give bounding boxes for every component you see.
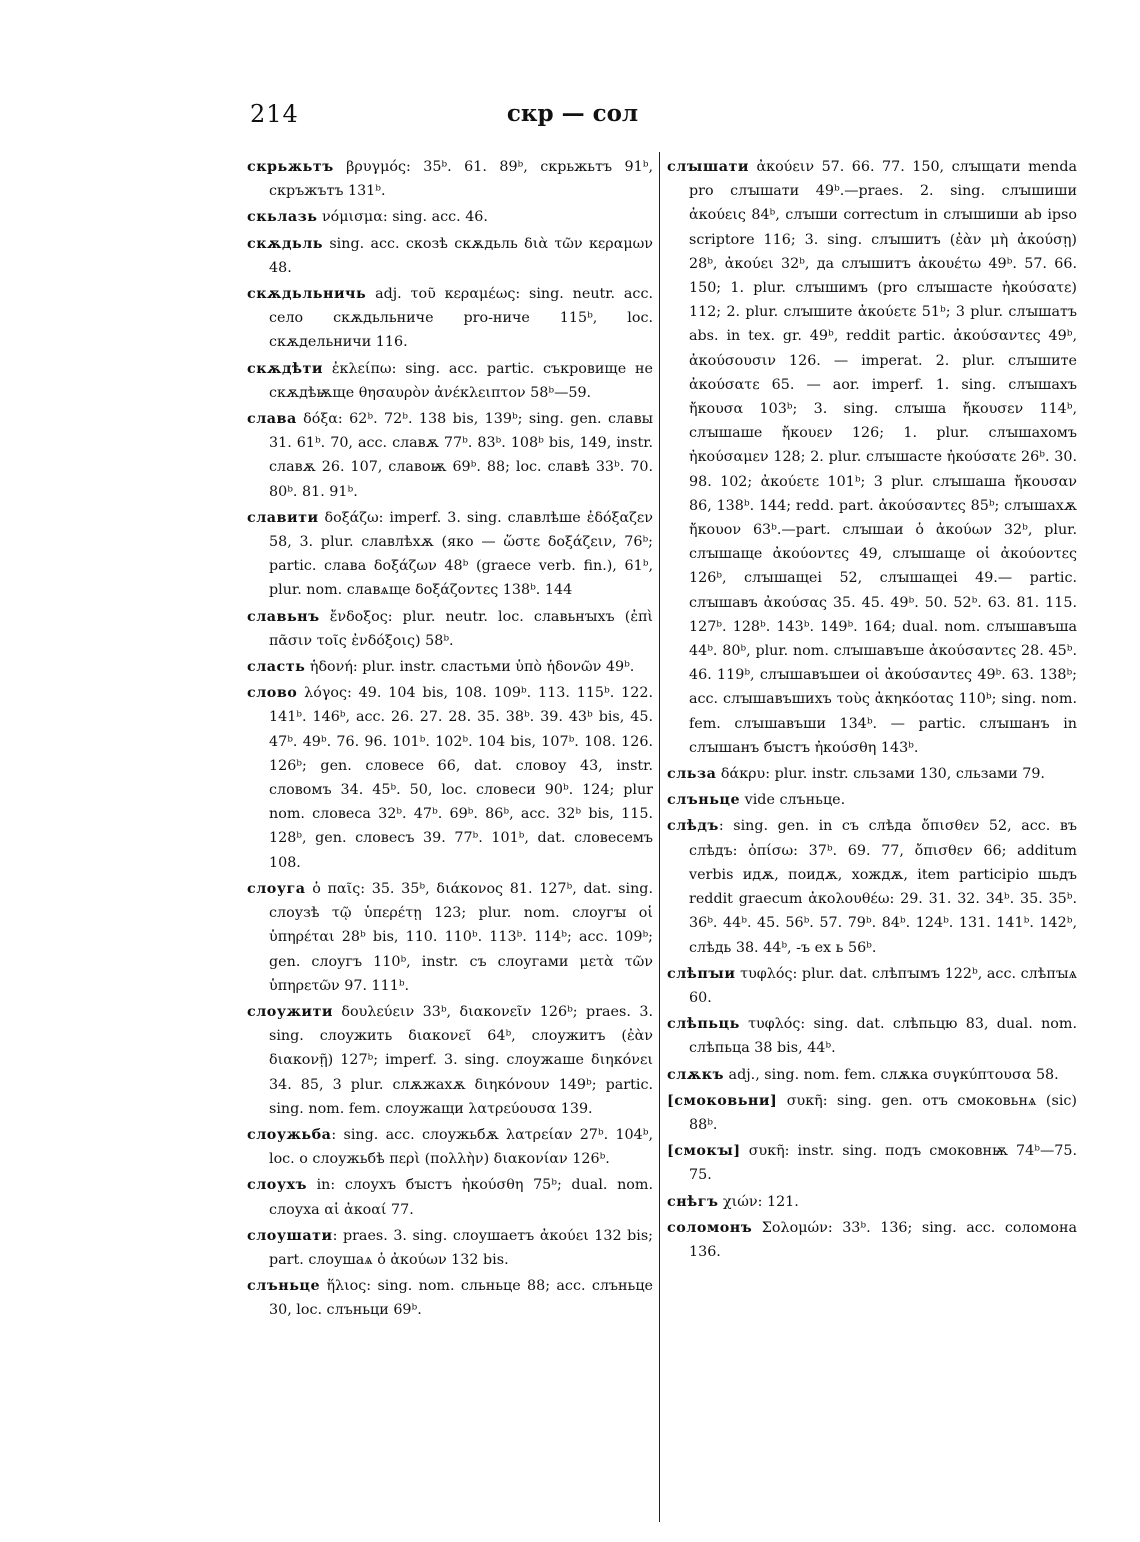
entry-headword: слъньце bbox=[247, 1278, 321, 1295]
dictionary-entry bbox=[667, 1089, 1077, 1137]
dictionary-entry bbox=[247, 877, 653, 998]
entry-body: δουλεύειν 33ᵇ, διακονεῖν 126ᵇ; praes. 3. sing. слоужить διακονεῖ 64ᵇ, слоужитъ (ἐὰν διακονῇ) 127ᵇ; imperf. 3. sing. слоужаше διηκόνει 34. 85, 3 plur. слѫжахѫ διηκόνουν 149ᵇ; partic. sing. nom. fem. слоужащи λατρεύουσα 139. bbox=[269, 1003, 653, 1117]
entry-body: συκῆ: instr. sing. подъ смоковнѭ 74ᵇ—75. 75. bbox=[689, 1143, 1077, 1184]
dictionary-entry bbox=[667, 1012, 1077, 1060]
dictionary-entry bbox=[247, 1224, 653, 1272]
entry-headword: слоужити bbox=[247, 1003, 333, 1020]
running-head: скр — сол bbox=[506, 100, 639, 127]
dictionary-entry bbox=[247, 1123, 653, 1171]
entry-headword: скѫдѣти bbox=[247, 360, 324, 377]
entry-body: sing. acc. скозѣ скѫдьль διὰ τῶν κεραμων 48. bbox=[269, 235, 653, 276]
entry-headword: скрьжьтъ bbox=[247, 159, 334, 175]
dictionary-entry bbox=[247, 655, 653, 679]
entry-headword: слоуга bbox=[247, 880, 306, 897]
dictionary-entry bbox=[667, 962, 1077, 1010]
dictionary-entry bbox=[247, 1173, 653, 1221]
dictionary-entry bbox=[667, 1063, 1077, 1087]
entry-body: : sing. gen. in съ слѣда ὄπισθεν 52, acc. въ слѣдъ: ὀπίσω: 37ᵇ. 69. 77, ὄπισθεν 66; additum verbis идѫ, поидѫ, хождѫ, item participio шьдъ reddit graecum ἀκολουθέω: 29. 31. 32. 34ᵇ. 35. 35ᵇ. 36ᵇ. 44ᵇ. 45. 56ᵇ. 57. 79ᵇ. 84ᵇ. 124ᵇ. 131. 141ᵇ. 142ᵇ, слѣдь 38. 44ᵇ, -ъ ex ь 56ᵇ. bbox=[689, 818, 1077, 956]
entry-body: ἥλιος: sing. nom. сльньце 88; acc. слъньце 30, loc. слъньци 69ᵇ. bbox=[269, 1278, 653, 1319]
entry-headword: слѫкъ bbox=[667, 1066, 725, 1083]
entry-headword: скѫдьльничь bbox=[247, 286, 367, 303]
entry-body: adj. τοῦ κεραμέως: sing. neutr. acc. село скѫдьльниче pro-ниче 115ᵇ, loc. скѫдельничи 116. bbox=[269, 286, 653, 351]
entry-body: vide слъньце. bbox=[740, 792, 846, 809]
entry-body: Σολομών: 33ᵇ. 136; sing. acc. соломона 136. bbox=[689, 1219, 1077, 1260]
entry-body: βρυγμός: 35ᵇ. 61. 89ᵇ, скрьжьтъ 91ᵇ, скръжътъ 131ᵇ. bbox=[269, 159, 653, 200]
right-column bbox=[667, 155, 1077, 1266]
entry-body: νόμισμα: sing. acc. 46. bbox=[317, 209, 488, 226]
entry-headword: слоушати bbox=[247, 1227, 333, 1244]
dictionary-entry bbox=[247, 407, 653, 504]
dictionary-entry bbox=[667, 762, 1077, 786]
entry-headword: слѣдъ bbox=[667, 818, 719, 835]
entry-headword: слѣпꙑи bbox=[667, 965, 736, 982]
dictionary-entry bbox=[247, 205, 653, 229]
entry-headword: славити bbox=[247, 509, 319, 526]
entry-body: τυφλός: sing. dat. слѣпьцю 83, dual. nom. слѣпьца 38 bis, 44ᵇ. bbox=[689, 1016, 1077, 1057]
dictionary-entry bbox=[247, 232, 653, 280]
dictionary-entry bbox=[667, 1216, 1077, 1264]
entry-headword: слоужьба bbox=[247, 1126, 332, 1143]
entry-headword: славьнъ bbox=[247, 608, 320, 625]
dictionary-entry bbox=[247, 1274, 653, 1322]
dictionary-entry bbox=[667, 788, 1077, 812]
page-header bbox=[250, 100, 895, 140]
entry-headword: [смокꙑ] bbox=[667, 1143, 741, 1160]
entry-headword: скьлазь bbox=[247, 209, 318, 226]
dictionary-entry bbox=[247, 155, 653, 203]
dictionary-entry bbox=[247, 681, 653, 875]
entry-body: λόγος: 49. 104 bis, 108. 109ᵇ. 113. 115ᵇ. 122. 141ᵇ. 146ᵇ, acc. 26. 27. 28. 35. 38ᵇ. 39. 43ᵇ bis, 45. 47ᵇ. 49ᵇ. 76. 96. 101ᵇ. 102ᵇ. 104 bis, 107ᵇ. 108. 126. 126ᵇ; gen. словесе 66, dat. словоу 43, instr. словомъ 34. 45ᵇ. 50, loc. словеси 90ᵇ. 124; plur nom. словеса 32ᵇ. 47ᵇ. 69ᵇ. 86ᵇ, acc. 32ᵇ bis, 115. 128ᵇ, gen. словесъ 39. 77ᵇ. 101ᵇ, dat. словесемъ 108. bbox=[269, 685, 653, 871]
entry-headword: слъньце bbox=[667, 792, 741, 809]
entry-body: ὁ παῖς: 35. 35ᵇ, διάκονος 81. 127ᵇ, dat. sing. слоузѣ τῷ ὑπερέτῃ 123; plur. nom. слоугꙑ οἱ ὑπηρέται 28ᵇ bis, 110. 110ᵇ. 113ᵇ. 114ᵇ; acc. 109ᵇ; gen. слоугъ 110ᵇ, instr. съ слоугами μετὰ τῶν ὑπηρετῶν 97. 111ᵇ. bbox=[269, 880, 653, 994]
dictionary-entry bbox=[667, 155, 1077, 760]
entry-headword: слоухъ bbox=[247, 1177, 307, 1194]
dictionary-entry bbox=[247, 1000, 653, 1121]
entry-body: ἀκούειν 57. 66. 77. 150, слꙑщати menda pro слꙑшати 49ᵇ.—praes. 2. sing. слꙑшиши ἀκούεις 84ᵇ, слꙑши correctum in слꙑшиши ab ipso scriptore 116; 3. sing. слꙑшитъ (ἐὰν μὴ ἀκούσῃ) 28ᵇ, ἀκούει 32ᵇ, да слꙑшитъ ἀκουέτω 49ᵇ. 57. 66. 150; 1. plur. слꙑшимъ (pro слꙑшасте ἠκούσατε) 112; 2. plur. слꙑшите ἀκούετε 51ᵇ; 3 plur. слꙑшатъ abs. in tex. gr. 49ᵇ, reddit partic. ἀκούσαντες 49ᵇ, ἀκούσουσιν 126. — imperat. 2. plur. слꙑшите ἀκούσατε 65. — aor. imperf. 1. sing. слꙑшахъ ἤκουσα 103ᵇ; 3. sing. слꙑша ἤκουσεν 114ᵇ, слꙑшаше ἤκουεν 126; 1. plur. слꙑшахомъ ἠκούσαμεν 128; 2. plur. слꙑшасте ἠκούσατε 26ᵇ. 30. 98. 102; ἀκούετε 101ᵇ; 3 plur. слꙑшаша ἤκουσαν 86, 138ᵇ. 144; redd. part. ἀκούσαντες 85ᵇ; слꙑшахѫ ἤκουον 63ᵇ.—part. слꙑшаи ὁ ἀκούων 32ᵇ, plur. слꙑшаще ἀκούοντες 49, слꙑшаще οἱ ἀκούοντες 126ᵇ, слꙑшащеі 52, слꙑшащеі 49.— partic. слꙑшавъ ἀκούσας 35. 45. 49ᵇ. 50. 52ᵇ. 63. 81. 115. 127ᵇ. 128ᵇ. 143ᵇ. 149ᵇ. 164; dual. nom. слꙑшавъша 44ᵇ. 80ᵇ, plur. nom. слꙑшавъше ἀκούσαντες 28. 45ᵇ. 46. 119ᵇ, слꙑшавъшеи οἱ ἀκούσαντες 49ᵇ. 63. 138ᵇ; acc. слꙑшавъшихъ τοὺς ἀκηκόοτας 110ᵇ; sing. nom. fem. слꙑшавъши 134ᵇ. — partic. слꙑшанъ in слꙑшанъ бꙑстъ ἠκούσθη 143ᵇ. bbox=[689, 159, 1077, 756]
entry-body: in: слоухъ бꙑстъ ἠκούσθη 75ᵇ; dual. nom. слоуха αἱ ἀκοαί 77. bbox=[269, 1177, 653, 1218]
dictionary-entry bbox=[247, 506, 653, 603]
dictionary-entry bbox=[247, 357, 653, 405]
entry-body: ἔνδοξος: plur. neutr. loc. славьнꙑхъ (ἐπὶ πᾶσιν τοῖς ἐνδόξοις) 58ᵇ. bbox=[269, 608, 653, 649]
entry-body: ἐκλείπω: sing. acc. partic. съкровище не скѫдѣѭще θησαυρὸν ἀνέκλειπτον 58ᵇ—59. bbox=[269, 360, 653, 401]
entry-body: δάκρυ: plur. instr. сльзами 130, сльзами 79. bbox=[716, 766, 1045, 783]
left-column bbox=[247, 155, 653, 1325]
entry-headword: слава bbox=[247, 411, 297, 428]
entry-headword: снѣгъ bbox=[667, 1193, 719, 1210]
column-divider bbox=[659, 152, 660, 1522]
dictionary-entry bbox=[247, 605, 653, 653]
entry-body: : praes. 3. sing. слоушаетъ ἀκούει 132 bis; part. слоушаѧ ὁ ἀκούων 132 bis. bbox=[269, 1227, 653, 1268]
entry-headword: скѫдьль bbox=[247, 235, 323, 252]
dictionary-entry bbox=[667, 1139, 1077, 1187]
entry-headword: слѣпьць bbox=[667, 1016, 740, 1033]
entry-body: ἡδονή: plur. instr. сластьми ὑπὸ ἡδονῶν 49ᵇ. bbox=[305, 659, 635, 676]
entry-headword: слꙑшати bbox=[667, 159, 749, 175]
dictionary-entry bbox=[667, 1190, 1077, 1214]
entry-headword: слово bbox=[247, 685, 298, 702]
entry-body: συκῆ: sing. gen. отъ смоковьнѧ (sic) 88ᵇ. bbox=[689, 1092, 1077, 1133]
entry-headword: [смоковьни] bbox=[667, 1092, 778, 1109]
entry-body: δοξάζω: imperf. 3. sing. славлѣше ἐδόξαζεν 58, 3. plur. славлѣхѫ (яко — ὥστε δοξάζειν, 76ᵇ; partic. слава δοξάζων 48ᵇ (graece verb. fin.), 61ᵇ, plur. nom. славѧще δοξάζοντες 138ᵇ. 144 bbox=[269, 509, 653, 599]
entry-body: adj., sing. nom. fem. слѫка συγκύπτουσα 58. bbox=[724, 1066, 1059, 1083]
entry-body: δόξα: 62ᵇ. 72ᵇ. 138 bis, 139ᵇ; sing. gen. славы 31. 61ᵇ. 70, acc. славѫ 77ᵇ. 83ᵇ. 108ᵇ bis, 149, instr. славѫ 26. 107, славоѭ 69ᵇ. 88; loc. славѣ 33ᵇ. 70. 80ᵇ. 81. 91ᵇ. bbox=[269, 411, 653, 500]
entry-body: : sing. acc. слоужьбѫ λατρείαν 27ᵇ. 104ᵇ, loc. о слоужьбѣ περὶ (πολλὴν) διακονίαν 126ᵇ. bbox=[269, 1126, 653, 1168]
entry-headword: сльза bbox=[667, 766, 717, 783]
dictionary-entry bbox=[247, 282, 653, 355]
entry-body: χιών: 121. bbox=[718, 1193, 799, 1210]
dictionary-entry bbox=[667, 814, 1077, 959]
entry-headword: соломонъ bbox=[667, 1219, 753, 1236]
entry-body: τυφλός: plur. dat. слѣпꙑмъ 122ᵇ, acc. слѣпꙑѧ 60. bbox=[689, 965, 1077, 1006]
entry-headword: сласть bbox=[247, 659, 306, 676]
page-number: 214 bbox=[250, 100, 299, 128]
